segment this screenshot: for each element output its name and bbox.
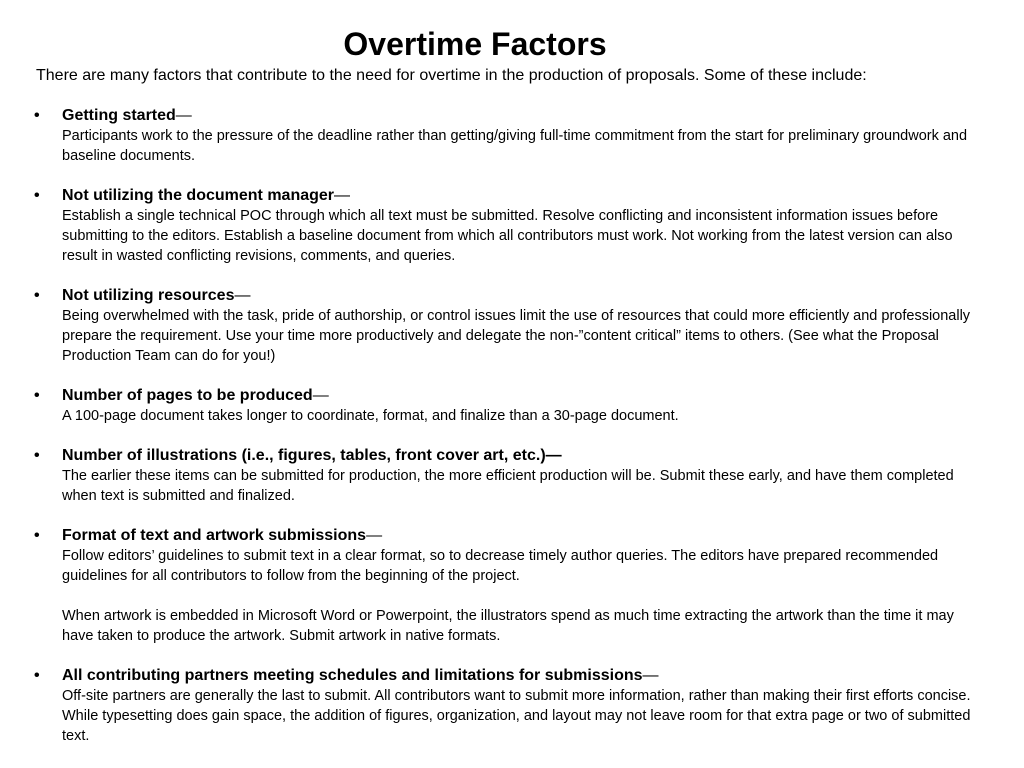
item-description: When artwork is embedded in Microsoft Word or Powerpoint, the illustrators spend as much time extracting the artwork than the time it may have taken to produce the artwork. Submit artwork in native formats. (62, 608, 954, 644)
bullet-icon: • (34, 447, 40, 464)
bullet-icon: • (34, 187, 40, 204)
intro-text: There are many factors that contribute to the need for overtime in the production of proposals. Some of these include: (36, 67, 867, 84)
item-heading (62, 386, 982, 406)
item-description: Follow editors’ guidelines to submit text in a clear format, so to decrease timely author queries. The editors have prepared recommended guidelines for all contributors to follow from the beginning of the project. (62, 548, 939, 584)
item-description: Participants work to the pressure of the deadline rather than getting/giving full-time commitment from the start for preliminary groundwork and baseline documents. (62, 128, 968, 164)
bullet-icon: • (34, 667, 40, 684)
item-heading-label: Format of text and artwork submissions (62, 527, 367, 544)
list-item (0, 106, 982, 166)
em-dash: — (312, 387, 329, 404)
list-item (0, 286, 982, 366)
item-heading (62, 666, 982, 686)
item-heading (62, 106, 982, 126)
list-item (0, 526, 982, 646)
item-heading-label: Not utilizing the document manager (62, 187, 335, 204)
item-heading-label: All contributing partners meeting schedules and limitations for submissions (62, 667, 643, 684)
factor-list (0, 106, 1024, 766)
em-dash: — (366, 527, 383, 544)
page-title: Overtime Factors (343, 26, 607, 62)
list-item (0, 386, 982, 426)
bullet-icon: • (34, 107, 40, 124)
list-item (0, 186, 982, 266)
list-item (0, 446, 982, 506)
bullet-icon: • (34, 387, 40, 404)
item-description: Establish a single technical POC through which all text must be submitted. Resolve conflicting and inconsistent information issues before submitting to the editors. Establish a baseline document from which all contributors must work. Not working from the latest version can also result in wasted conflicting revisions, comments, and queries. (62, 208, 953, 264)
em-dash: — (334, 187, 351, 204)
bullet-icon: • (34, 527, 40, 544)
em-dash: — (234, 287, 251, 304)
item-description: Being overwhelmed with the task, pride of authorship, or control issues limit the use of resources that could more efficiently and professionally prepare the requirement. Use your time more productively and delegate the non-”content critical” items to others. (See what the Proposal Production Team can do for you!) (62, 308, 971, 364)
item-heading-label: Number of illustrations (i.e., figures, tables, front cover art, etc.)— (62, 447, 562, 464)
item-heading-label: Getting started (62, 107, 176, 124)
item-heading (62, 286, 982, 306)
item-description: A 100-page document takes longer to coordinate, format, and finalize than a 30-page document. (62, 408, 679, 424)
bullet-icon: • (34, 287, 40, 304)
item-heading-label: Number of pages to be produced (62, 387, 313, 404)
item-heading (62, 446, 982, 466)
item-description: Off-site partners are generally the last to submit. All contributors want to submit more information, rather than making their first efforts concise. While typesetting does gain space, the addition of figures, organization, and layout may not leave room for that extra page or two of submitted text. (62, 688, 971, 744)
item-heading (62, 526, 982, 546)
em-dash: — (175, 107, 192, 124)
em-dash: — (642, 667, 659, 684)
list-item (0, 666, 982, 746)
item-heading-label: Not utilizing resources (62, 287, 235, 304)
item-description: The earlier these items can be submitted for production, the more efficient production will be. Submit these early, and have them completed when text is submitted and finalized. (62, 468, 954, 504)
item-heading (62, 186, 982, 206)
